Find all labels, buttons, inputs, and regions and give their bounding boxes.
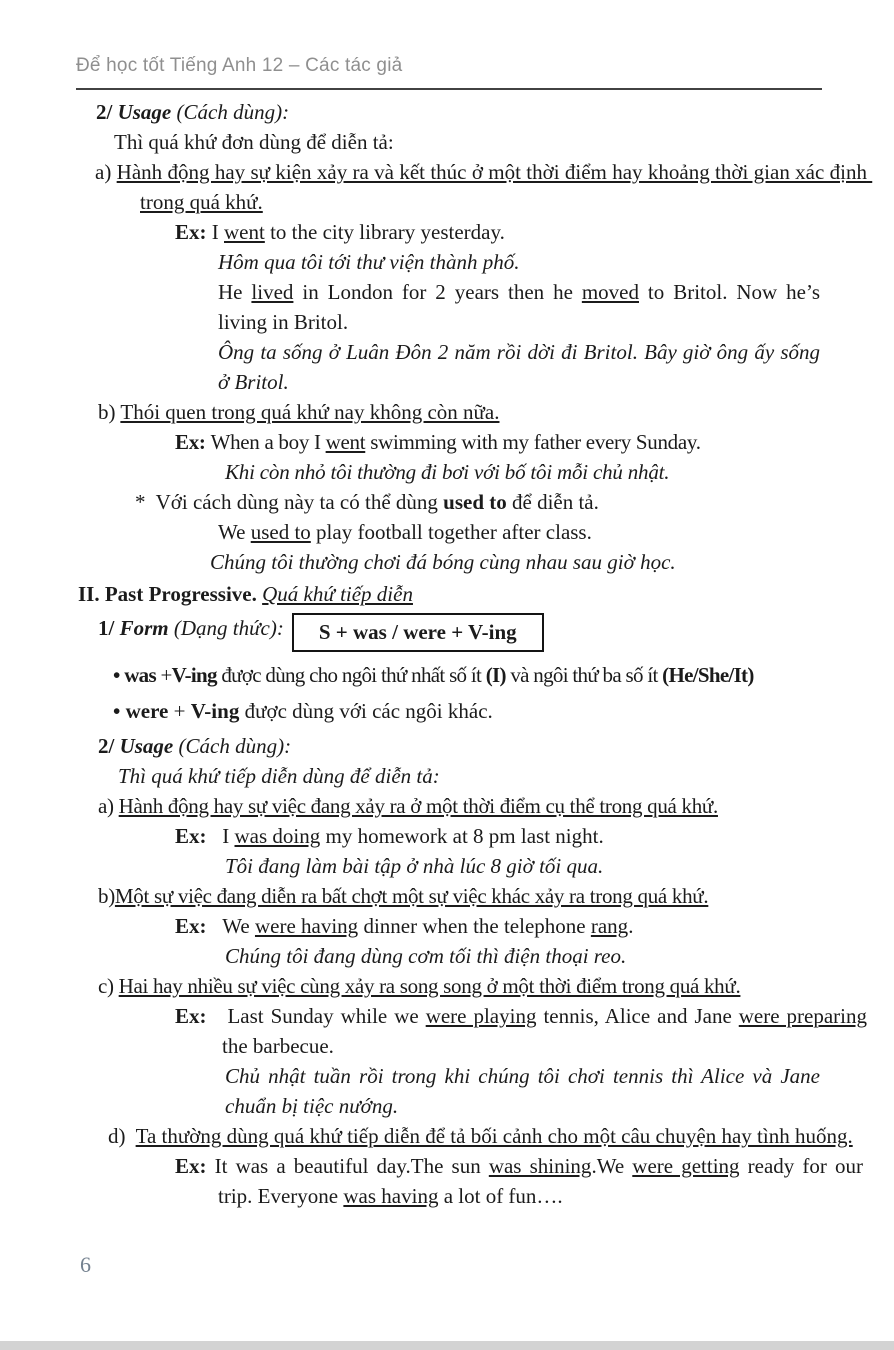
- text-segment: (He/She/It): [662, 663, 754, 687]
- window-bottom-bar: [0, 1341, 894, 1350]
- item-b-past-simple: [98, 397, 820, 427]
- text-segment: to Britol. Now he’s living in Britol.: [218, 280, 826, 334]
- text-segment: b): [98, 884, 115, 908]
- text-segment: in London for 2 years then he: [293, 280, 582, 304]
- item-d-past-progressive: [108, 1121, 855, 1151]
- text-segment: were playing: [425, 1004, 537, 1028]
- translation-line: [225, 851, 820, 881]
- formula-box: S + was / were + V-ing: [292, 613, 544, 652]
- text-segment: (Cách dùng):: [176, 100, 290, 124]
- text-segment: Một sự việc đang diễn ra bất chợt một sự việc khác xảy ra trong quá khứ.: [114, 884, 709, 908]
- text-segment: my homework at 8 pm last night.: [320, 824, 604, 848]
- text-segment: used to: [443, 490, 507, 514]
- text-segment: When a boy I: [210, 430, 326, 454]
- text-segment: •: [113, 663, 125, 687]
- text-segment: rang: [590, 914, 629, 938]
- text-segment: để diễn tả.: [506, 490, 599, 514]
- text-segment: tennis, Alice and Jane: [536, 1004, 739, 1028]
- translation-line: [225, 1061, 826, 1121]
- note-used-to: [135, 487, 820, 517]
- text-segment: It was a beautiful day.The sun: [214, 1154, 489, 1178]
- text-segment: Ex:: [175, 220, 212, 244]
- usage-heading-past-progressive: [98, 731, 820, 761]
- text-segment: the barbecue.: [222, 1004, 873, 1058]
- example-line: [175, 427, 820, 457]
- text-segment: V-ing: [190, 699, 240, 723]
- form-heading-line: [98, 613, 820, 652]
- example-line: [218, 517, 820, 547]
- text-segment: Thì quá khứ đơn dùng để diễn tả:: [114, 130, 394, 154]
- header-divider: [76, 88, 822, 90]
- text-segment: 2/: [98, 734, 120, 758]
- text-segment: b): [98, 400, 121, 424]
- text-segment: và ngôi thứ ba số ít: [505, 663, 663, 687]
- item-a-past-simple: [95, 157, 873, 217]
- text-segment: We: [218, 520, 251, 544]
- example-line: [175, 821, 820, 851]
- text-segment: was shining: [488, 1154, 592, 1178]
- text-segment: Hai hay nhiều sự việc cùng xảy ra song song ở một thời điểm trong quá khứ.: [118, 974, 741, 998]
- usage-heading-past-simple: [96, 97, 820, 127]
- text-segment: I: [211, 220, 224, 244]
- text-segment: Ex:: [175, 914, 223, 938]
- text-segment: a): [95, 160, 117, 184]
- text-segment: used to: [250, 520, 311, 544]
- text-segment: a lot of fun….: [438, 1184, 563, 1208]
- text-segment: Chủ nhật tuần rồi trong khi chúng tôi chơi tennis thì Alice và Jane chuẩn bị tiệc nướng.: [225, 1064, 826, 1118]
- text-segment: (I): [485, 663, 506, 687]
- example-line: [175, 1001, 873, 1061]
- intro-past-simple: [114, 127, 820, 157]
- item-b-past-progressive: [98, 881, 820, 911]
- translation-line: [218, 337, 826, 397]
- text-segment: Ex:: [175, 824, 223, 848]
- text-segment: went: [325, 430, 366, 454]
- text-segment: were: [125, 699, 169, 723]
- text-segment: +: [168, 699, 191, 723]
- text-segment: Ex:: [175, 1154, 215, 1178]
- text-segment: was: [124, 663, 156, 687]
- text-segment: went: [224, 220, 265, 244]
- text-segment: Ex:: [175, 1004, 228, 1028]
- text-segment: dinner when the telephone: [358, 914, 591, 938]
- text-segment: Tôi đang làm bài tập ở nhà lúc 8 giờ tối qua.: [225, 854, 604, 878]
- text-segment: were getting: [632, 1154, 740, 1178]
- bullet-were-ving: [113, 696, 820, 726]
- text-segment: were preparing: [738, 1004, 867, 1028]
- text-segment: 1/: [98, 616, 120, 640]
- text-segment: Chúng tôi đang dùng cơm tối thì điện thoại reo.: [225, 944, 627, 968]
- text-segment: (Cách dùng):: [178, 734, 292, 758]
- text-segment: Quá khứ tiếp diễn: [262, 582, 413, 606]
- text-segment: ready for our trip. Everyone: [218, 1154, 869, 1208]
- text-segment: to the city library yesterday.: [264, 220, 505, 244]
- text-segment: Last Sunday while we: [227, 1004, 426, 1028]
- text-segment: V-ing: [171, 663, 217, 687]
- header-title: Để học tốt Tiếng Anh 12 – Các tác giả: [76, 55, 403, 76]
- text-segment: được dùng với các ngôi khác.: [239, 699, 493, 723]
- text-segment: Thói quen trong quá khứ nay không còn nữa.: [120, 400, 500, 424]
- document-header: [76, 55, 820, 77]
- text-segment: We: [222, 914, 255, 938]
- text-segment: Ông ta sống ở Luân Đôn 2 năm rồi dời đi Britol. Bây giờ ông ấy sống ở Britol.: [218, 340, 826, 394]
- text-segment: * Với cách dùng này ta có thể dùng: [135, 490, 444, 514]
- translation-line: [225, 457, 820, 487]
- text-segment: He: [218, 280, 252, 304]
- text-segment: Usage: [117, 100, 177, 124]
- bullet-was-ving: [113, 660, 820, 690]
- text-segment: Thì quá khứ tiếp diễn dùng để diễn tả:: [118, 764, 440, 788]
- translation-line: [218, 247, 820, 277]
- example-line: [218, 277, 826, 337]
- text-segment: moved: [581, 280, 639, 304]
- intro-past-progressive: [118, 761, 820, 791]
- text-segment: swimming with my father every Sunday.: [365, 430, 701, 454]
- text-segment: I: [222, 824, 235, 848]
- example-line: [175, 217, 820, 247]
- text-segment: d): [108, 1124, 136, 1148]
- text-segment: Khi còn nhỏ tôi thường đi bơi với bố tôi mỗi chủ nhật.: [225, 460, 670, 484]
- text-segment: Form: [119, 616, 169, 640]
- text-segment: Ex:: [175, 430, 211, 454]
- example-line: [175, 911, 820, 941]
- text-segment: .We: [591, 1154, 633, 1178]
- text-segment: 2/: [96, 100, 118, 124]
- text-segment: c): [98, 974, 119, 998]
- content: [75, 97, 873, 1211]
- text-segment: (Dạng thức):: [168, 616, 284, 640]
- text-segment: .: [628, 914, 634, 938]
- text-segment: Ta thường dùng quá khứ tiếp diễn để tả bối cảnh cho một câu chuyện hay tình huống.: [135, 1124, 853, 1148]
- text-segment: Usage: [119, 734, 179, 758]
- section-heading-past-progressive: [78, 579, 820, 609]
- text-segment: lived: [251, 280, 294, 304]
- text-segment: Hôm qua tôi tới thư viện thành phố.: [218, 250, 520, 274]
- item-c-past-progressive: [98, 971, 820, 1001]
- example-line: [175, 1151, 869, 1211]
- text-segment: +: [155, 663, 172, 687]
- translation-line: [225, 941, 820, 971]
- text-segment: were having: [254, 914, 359, 938]
- text-segment: Hành động hay sự kiện xảy ra và kết thúc ở một thời điểm hay khoảng thời gian xác định trong quá khứ.: [116, 160, 873, 214]
- translation-line: [210, 547, 820, 577]
- text-segment: a): [98, 794, 119, 818]
- text-segment: Chúng tôi thường chơi đá bóng cùng nhau sau giờ học.: [210, 550, 676, 574]
- text-segment: được dùng cho ngôi thứ nhất số ít: [216, 663, 486, 687]
- text-segment: play football together after class.: [310, 520, 592, 544]
- text-segment: •: [113, 699, 126, 723]
- text-segment: Hành động hay sự việc đang xảy ra ở một thời điểm cụ thể trong quá khứ.: [118, 794, 718, 818]
- page-number: 6: [80, 1252, 91, 1277]
- item-a-past-progressive: [98, 791, 820, 821]
- text-segment: was having: [343, 1184, 439, 1208]
- text-segment: was doing: [234, 824, 321, 848]
- text-segment: II. Past Progressive.: [78, 582, 263, 606]
